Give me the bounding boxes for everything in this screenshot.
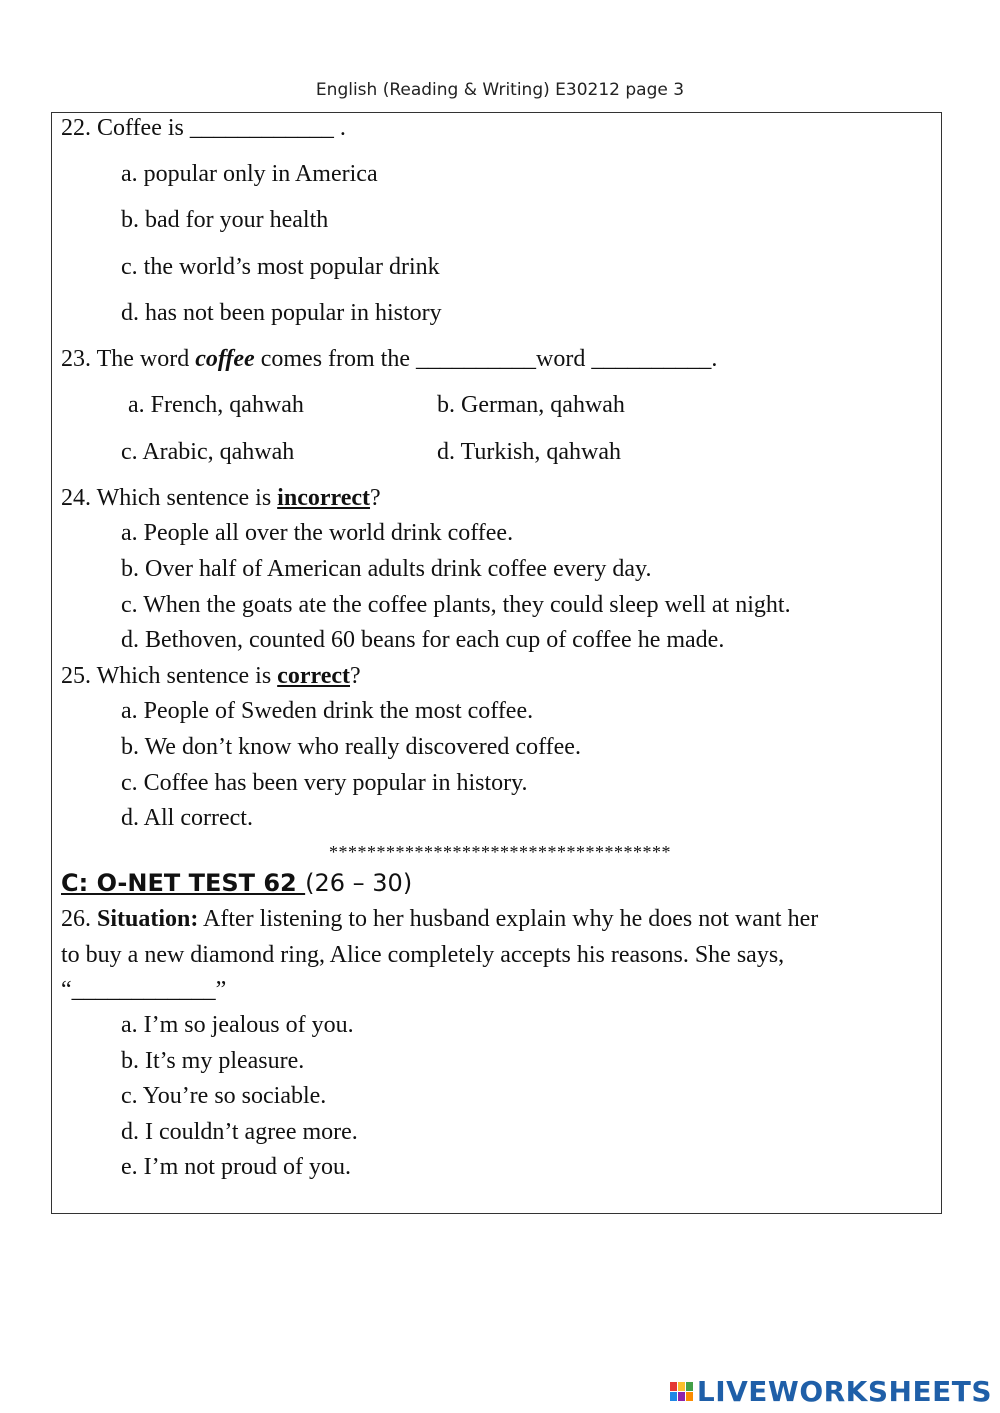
logo-square — [678, 1382, 685, 1391]
situation-label: Situation: — [97, 906, 199, 932]
keyword-correct: correct — [277, 663, 350, 689]
question-24-option-b[interactable]: b. Over half of American adults drink coffee every day. — [121, 556, 652, 582]
question-25-option-d[interactable]: d. All correct. — [121, 805, 253, 831]
logo-square — [686, 1392, 693, 1401]
question-22-option-a[interactable]: a. popular only in America — [121, 161, 378, 187]
keyword-incorrect: incorrect — [277, 485, 371, 511]
question-24-option-c[interactable]: c. When the goats ate the coffee plants, they could sleep well at night. — [121, 592, 791, 618]
question-22-option-b[interactable]: b. bad for your health — [121, 207, 329, 233]
question-23-stem: 23. The word coffee comes from the __________word __________. — [61, 346, 718, 372]
logo-square — [678, 1392, 685, 1401]
question-26-option-e[interactable]: e. I’m not proud of you. — [121, 1154, 351, 1180]
question-24-option-a[interactable]: a. People all over the world drink coffee. — [121, 520, 514, 546]
question-25-option-b[interactable]: b. We don’t know who really discovered coffee. — [121, 734, 581, 760]
question-22-option-c[interactable]: c. the world’s most popular drink — [121, 254, 440, 280]
question-24-stem: 24. Which sentence is incorrect? — [61, 485, 381, 511]
question-23-option-c[interactable]: c. Arabic, qahwah — [121, 439, 295, 465]
question-26-line-1: 26. Situation: After listening to her husband explain why he does not want her — [61, 906, 819, 932]
question-22-stem: 22. Coffee is ____________ . — [61, 115, 346, 141]
question-26-option-a[interactable]: a. I’m so jealous of you. — [121, 1012, 354, 1038]
question-25-option-a[interactable]: a. People of Sweden drink the most coffee. — [121, 698, 534, 724]
question-26-option-c[interactable]: c. You’re so sociable. — [121, 1083, 327, 1109]
question-25-option-c[interactable]: c. Coffee has been very popular in history. — [121, 770, 528, 796]
question-25-stem: 25. Which sentence is correct? — [61, 663, 361, 689]
question-26-option-b[interactable]: b. It’s my pleasure. — [121, 1048, 305, 1074]
logo-text: LIVEWORKSHEETS — [696, 1374, 992, 1408]
logo-mark-icon — [670, 1382, 693, 1401]
logo-square — [686, 1382, 693, 1391]
separator: ************************************ — [329, 842, 671, 862]
question-23-option-b[interactable]: b. German, qahwah — [437, 392, 625, 418]
question-23-option-d[interactable]: d. Turkish, qahwah — [437, 439, 622, 465]
liveworksheets-logo[interactable] — [670, 1376, 992, 1406]
question-26-blank: “____________” — [61, 977, 227, 1003]
question-23-option-a[interactable]: a. French, qahwah — [128, 392, 304, 418]
question-24-option-d[interactable]: d. Bethoven, counted 60 beans for each cup of coffee he made. — [121, 627, 725, 653]
logo-square — [670, 1392, 677, 1401]
question-26-option-d[interactable]: d. I couldn’t agree more. — [121, 1119, 358, 1145]
question-22-option-d[interactable]: d. has not been popular in history — [121, 300, 442, 326]
page-header: English (Reading & Writing) E30212 page 3 — [315, 80, 685, 100]
keyword-coffee: coffee — [195, 346, 255, 372]
question-26-line-2: to buy a new diamond ring, Alice completely accepts his reasons. She says, — [61, 942, 785, 968]
logo-square — [670, 1382, 677, 1391]
section-title: C: O-NET TEST 62 (26 – 30) — [61, 869, 413, 897]
